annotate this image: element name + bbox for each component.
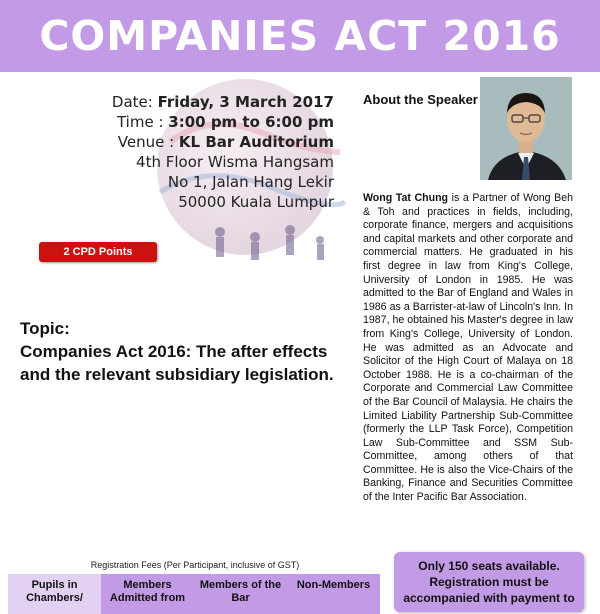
event-details xyxy=(112,92,334,212)
address-line-1: 4th Floor Wisma Hangsam xyxy=(136,153,334,171)
fee-column-pupils: Pupils in Chambers/ xyxy=(8,574,101,614)
address-line-2: No 1, Jalan Hang Lekir xyxy=(167,173,334,191)
seats-notice xyxy=(394,552,584,612)
seats-notice-line-2: Registration must be xyxy=(429,575,549,589)
time-label: Time : xyxy=(116,113,169,131)
event-time xyxy=(112,112,334,132)
topic-label: Topic: xyxy=(20,319,70,338)
fee-column-members-bar: Members of the Bar xyxy=(194,574,287,614)
fee-column-members-admitted: Members Admitted from xyxy=(101,574,194,614)
speaker-heading: About the Speaker xyxy=(363,92,478,107)
speaker-bio-text: is a Partner of Wong Beh & Toh and practices in fields, including, corporate finance, mergers and acquisitions and capital markets and other corporate and commercial matters. He graduated in his first degree in law from King's College, University of London in 1985. He was admitted to the Bar of England and Wales in 1986 as a Barrister-at-law of Lincoln's Inn. In 1987, he obtained his Master's degree in law from King's College, University of London. He was admitted as an Advocate and Solicitor of the High Court of Malaya on 18 October 1988. He is a co-chairman of the Corporate and Commercial Law Committee of the Bar Council of Malaysia. He chairs the Limited Liability Partnership Sub-Committee (formerly the LLP Task Force), Competition Law Sub-Committee and SSM Sub-Committee, among others of that Committee. He is also the Vice-Chairs of the Banking, Finance and Securities Committee of the Inter Pacific Bar Association. xyxy=(363,192,573,504)
fees-caption: Registration Fees (Per Participant, inclusive of GST) xyxy=(90,560,300,570)
cpd-points-badge: 2 CPD Points xyxy=(39,242,157,262)
speaker-name: Wong Tat Chung xyxy=(363,192,449,204)
fee-table-header xyxy=(8,574,380,614)
address-line-3: 50000 Kuala Lumpur xyxy=(178,193,334,211)
venue-label: Venue : xyxy=(117,133,179,151)
seats-notice-line-1: Only 150 seats available. xyxy=(418,559,560,573)
event-venue xyxy=(112,132,334,152)
event-date xyxy=(112,92,334,112)
speaker-bio xyxy=(363,192,573,505)
topic-block xyxy=(20,317,340,386)
seats-notice-line-3: accompanied with payment to xyxy=(403,591,575,605)
topic-text: Companies Act 2016: The after effects and the relevant subsidiary legislation. xyxy=(20,342,334,384)
time-value: 3:00 pm to 6:00 pm xyxy=(168,113,334,131)
date-value: Friday, 3 March 2017 xyxy=(157,93,334,111)
page-title: COMPANIES ACT 2016 xyxy=(39,12,561,60)
venue-value: KL Bar Auditorium xyxy=(178,133,334,151)
date-label: Date: xyxy=(111,93,158,111)
fee-column-non-members: Non-Members xyxy=(287,574,380,614)
speaker-photo xyxy=(480,77,572,180)
header-banner xyxy=(0,0,600,72)
